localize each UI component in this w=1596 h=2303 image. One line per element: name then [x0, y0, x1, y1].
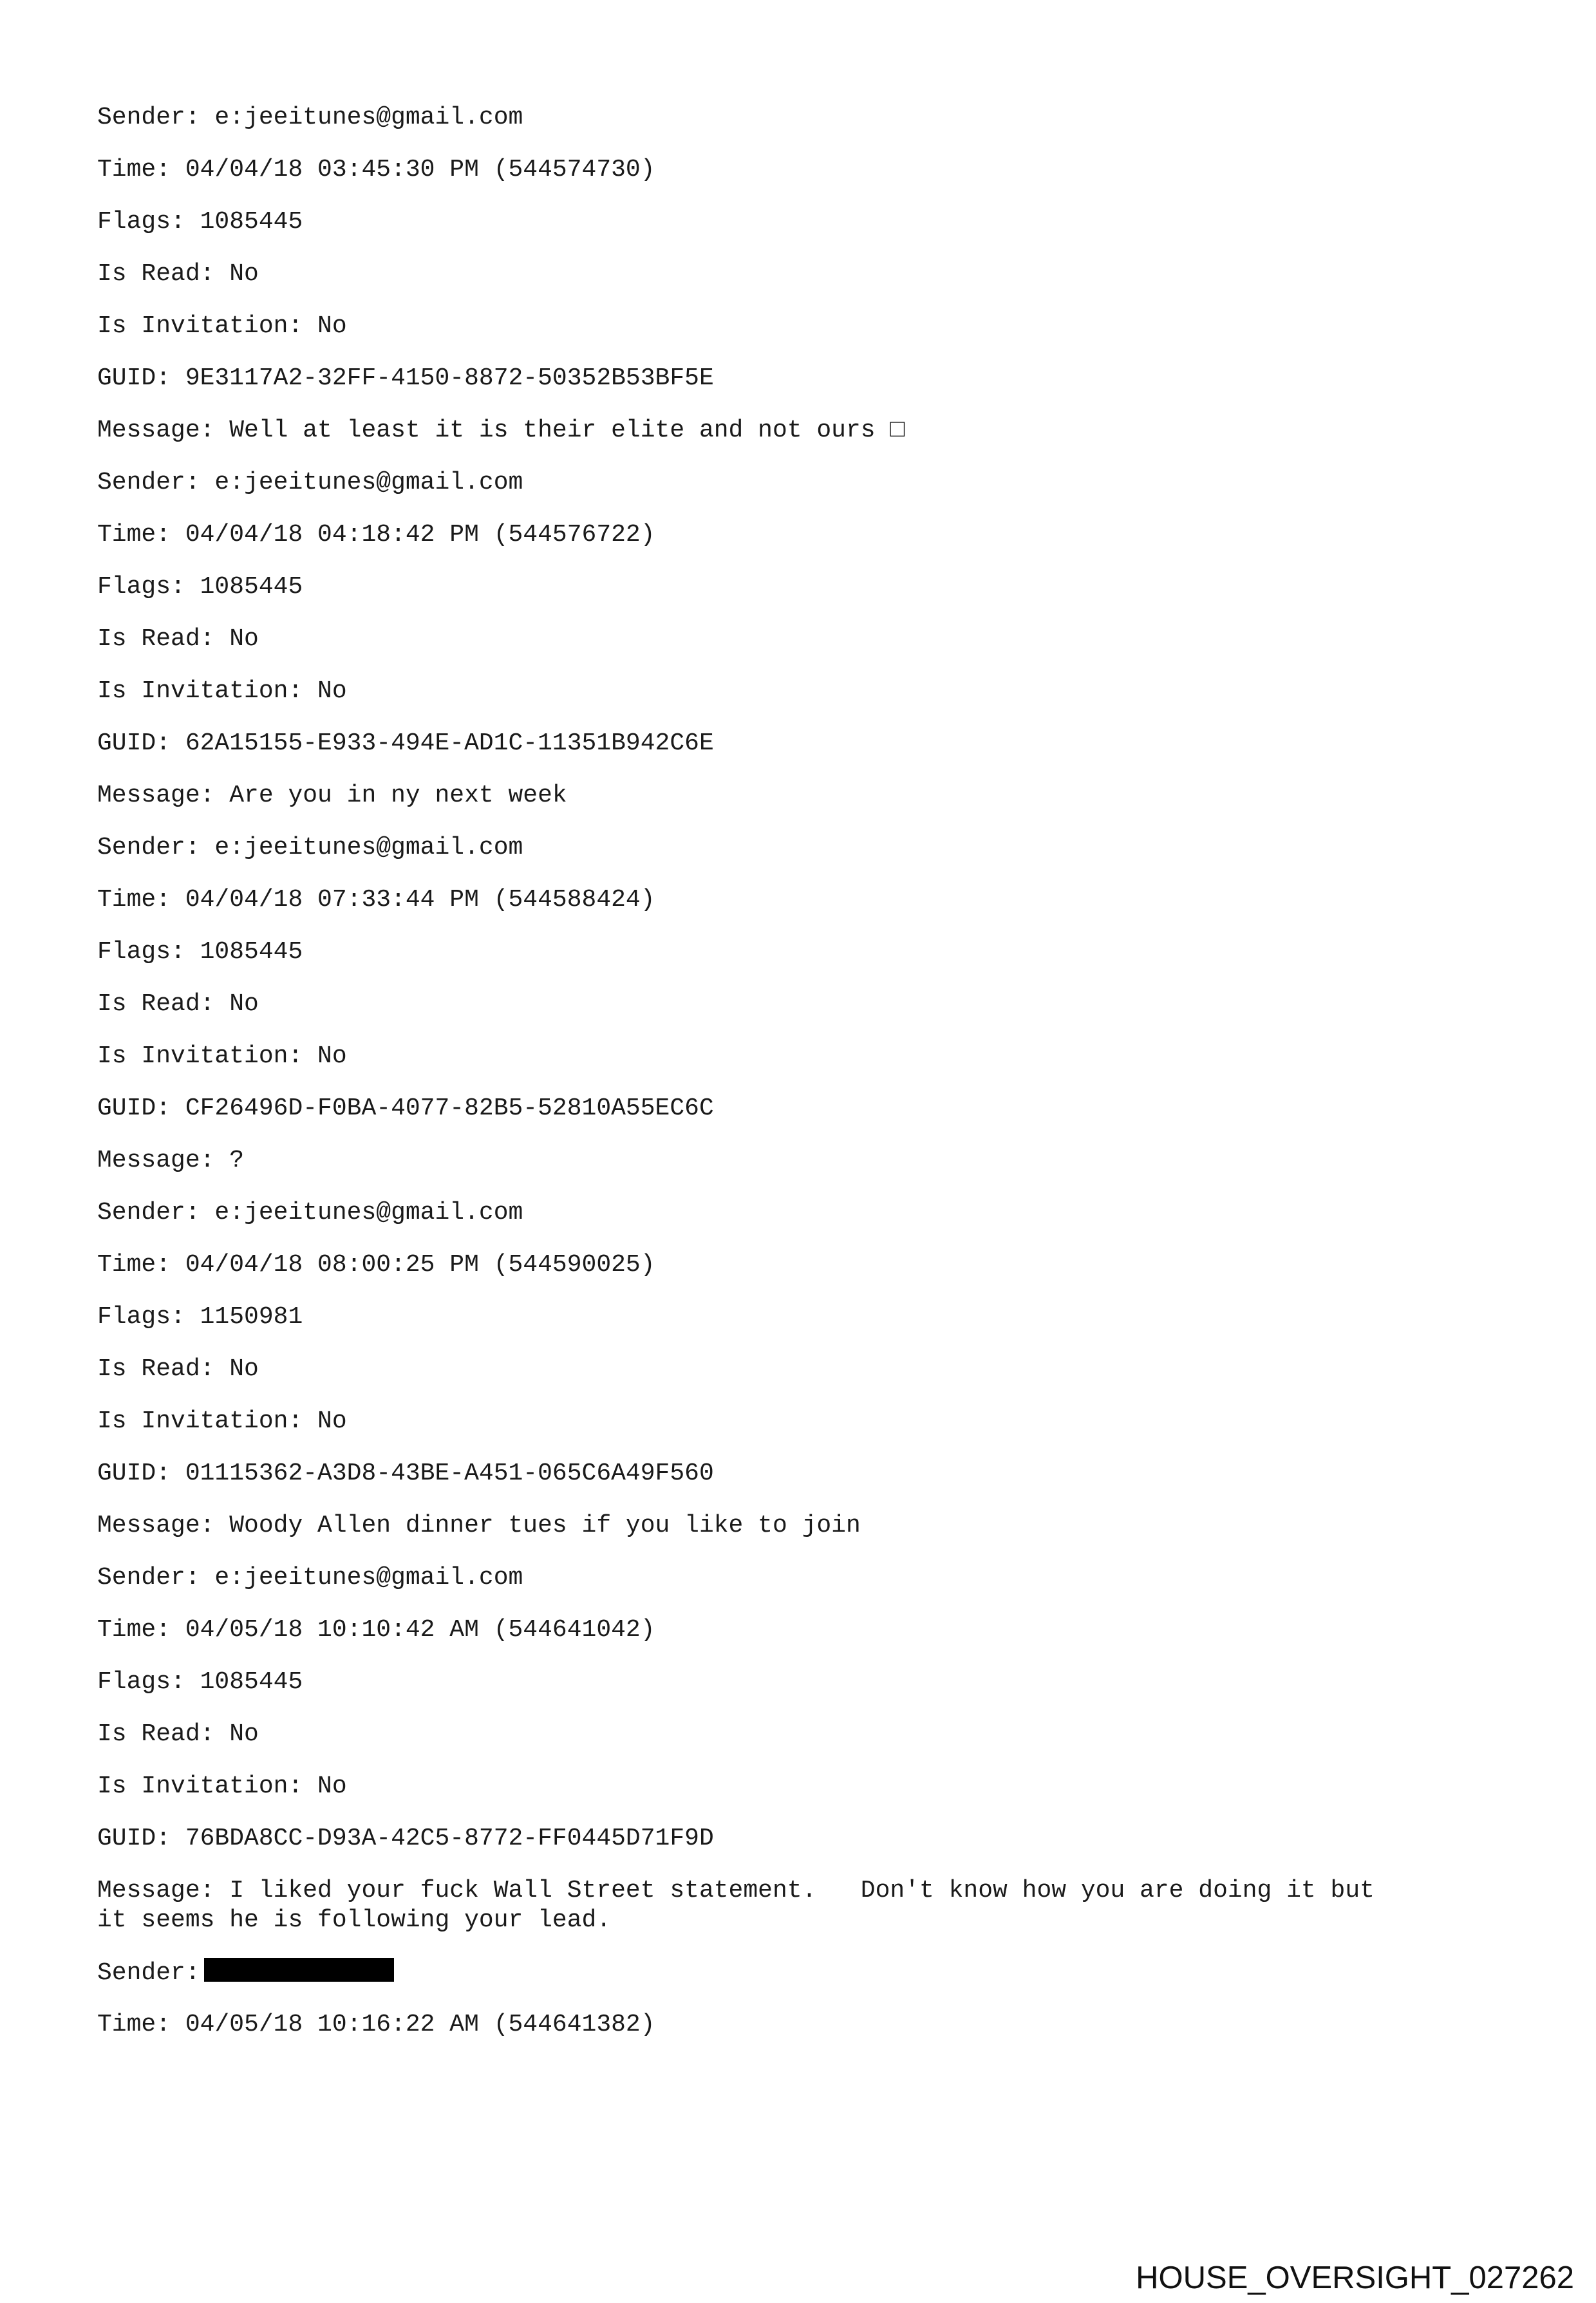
time-line: Time: 04/04/18 08:00:25 PM (544590025): [97, 1251, 655, 1279]
guid-line: GUID: 9E3117A2-32FF-4150-8872-50352B53BF5E: [97, 364, 714, 392]
message-record-3: [97, 833, 1514, 1176]
flags-line: Flags: 1085445: [97, 1668, 303, 1696]
sender-line: [97, 1958, 1514, 1988]
is-invitation-line: Is Invitation: No: [97, 1042, 347, 1070]
time-line: Time: 04/05/18 10:16:22 AM (544641382): [97, 2011, 655, 2038]
flags-line: Flags: 1085445: [97, 573, 303, 601]
time-line: Time: 04/04/18 04:18:42 PM (544576722): [97, 521, 655, 549]
message-record-2: [97, 468, 1514, 811]
is-invitation-line: Is Invitation: No: [97, 312, 347, 340]
message-line: Message: Woody Allen dinner tues if you like to join: [97, 1512, 861, 1539]
time-line: Time: 04/05/18 10:10:42 AM (544641042): [97, 1616, 655, 1644]
is-invitation-line: Is Invitation: No: [97, 1407, 347, 1435]
message-record-5: [97, 1563, 1514, 1935]
is-read-line: Is Read: No: [97, 990, 259, 1018]
is-invitation-line: Is Invitation: No: [97, 677, 347, 705]
is-invitation-line: Is Invitation: No: [97, 1772, 347, 1800]
is-read-line: Is Read: No: [97, 1355, 259, 1383]
is-read-line: Is Read: No: [97, 625, 259, 653]
message-record-1: [97, 103, 1514, 446]
is-read-line: Is Read: No: [97, 260, 259, 288]
message-line: Message: Are you in ny next week: [97, 782, 567, 809]
guid-line: GUID: CF26496D-F0BA-4077-82B5-52810A55EC6C: [97, 1095, 714, 1122]
redaction-bar: [204, 1958, 394, 1982]
message-line: Message: I liked your fuck Wall Street statement. Don't know how you are doing it but it seems he is following your lead.: [97, 1877, 1375, 1934]
message-record-6: [97, 1958, 1514, 2040]
guid-line: GUID: 76BDA8CC-D93A-42C5-8772-FF0445D71F9D: [97, 1825, 714, 1852]
flags-line: Flags: 1085445: [97, 938, 303, 966]
sender-line: Sender: e:jeeitunes@gmail.com: [97, 469, 523, 496]
is-read-line: Is Read: No: [97, 1720, 259, 1748]
time-line: Time: 04/04/18 03:45:30 PM (544574730): [97, 156, 655, 183]
message-record-4: [97, 1198, 1514, 1541]
message-line: Message: ?: [97, 1147, 245, 1174]
sender-line: Sender: e:jeeitunes@gmail.com: [97, 1199, 523, 1227]
bates-number: HOUSE_OVERSIGHT_027262: [1136, 2261, 1574, 2295]
sender-line: Sender: e:jeeitunes@gmail.com: [97, 1564, 523, 1592]
flags-line: Flags: 1085445: [97, 208, 303, 236]
sender-line: Sender: e:jeeitunes@gmail.com: [97, 834, 523, 861]
time-line: Time: 04/04/18 07:33:44 PM (544588424): [97, 886, 655, 914]
flags-line: Flags: 1150981: [97, 1303, 303, 1331]
guid-line: GUID: 01115362-A3D8-43BE-A451-065C6A49F560: [97, 1460, 714, 1487]
sender-label: Sender:: [97, 1959, 200, 1987]
message-line: Message: Well at least it is their elite and not ours □: [97, 417, 905, 444]
message-log: [97, 103, 1514, 2062]
guid-line: GUID: 62A15155-E933-494E-AD1C-11351B942C6E: [97, 729, 714, 757]
sender-line: Sender: e:jeeitunes@gmail.com: [97, 104, 523, 131]
